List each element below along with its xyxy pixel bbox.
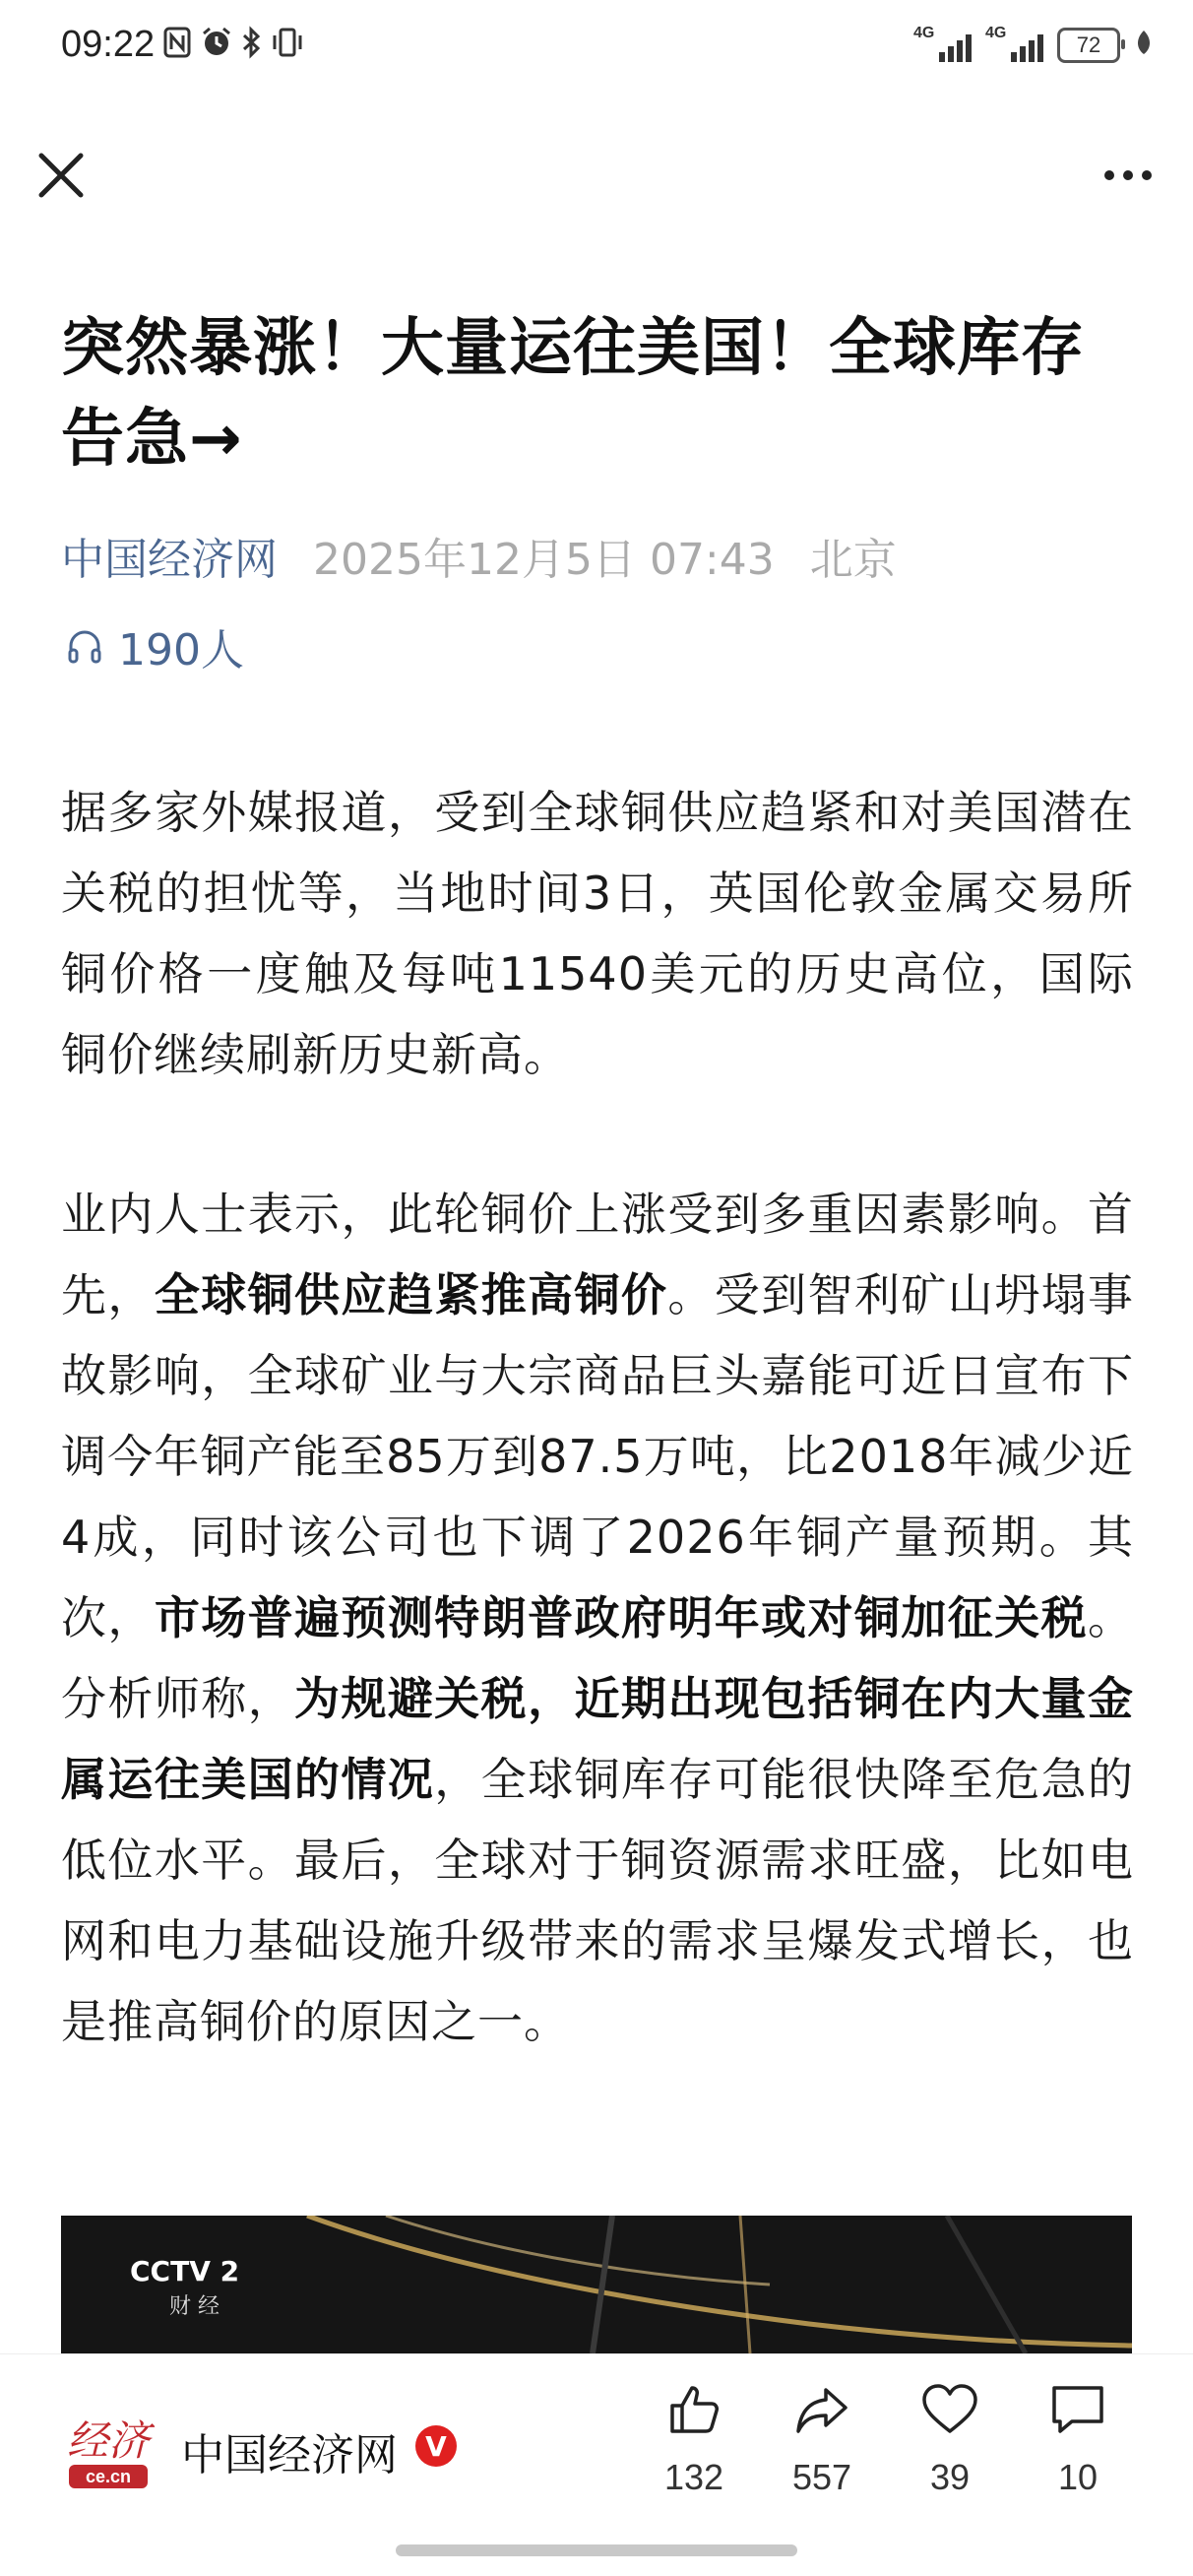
share-icon xyxy=(792,2380,851,2439)
article-title: 突然暴涨！大量运往美国！全球库存告急→ xyxy=(61,312,1085,476)
like-button[interactable] xyxy=(630,2380,758,2498)
bold-phrase: 全球铜供应趋紧推高铜价 xyxy=(154,1268,668,1321)
share-button[interactable] xyxy=(758,2380,886,2498)
share-count: 557 xyxy=(791,2457,852,2497)
home-indicator[interactable] xyxy=(396,2544,797,2556)
bold-phrase: 市场普遍预测特朗普政府明年或对铜加征关税 xyxy=(154,1591,1089,1644)
paragraph-1: 据多家外媒报道，受到全球铜供应趋紧和对美国潜在关税的担忧等，当地时间3日，英国伦敦金属交易所铜价格一度触及每吨11540美元的历史高位，国际铜价继续刷新历史新高。 xyxy=(61,786,1134,1081)
listen-button[interactable] xyxy=(65,614,244,677)
article-video[interactable] xyxy=(61,2216,1132,2353)
comment-count: 10 xyxy=(1057,2457,1099,2497)
author-avatar[interactable] xyxy=(61,2400,156,2494)
signal-icon: 4G xyxy=(913,29,972,62)
favorite-count: 39 xyxy=(929,2457,971,2497)
paragraph-2: 业内人士表示，此轮铜价上涨受到多重因素影响。首先，全球铜供应趋紧推高铜价。受到智利矿山坍塌事故影响，全球矿业与大宗商品巨头嘉能可近日宣布下调今年铜产能至85万到87.5万吨，比2018年减少近4成，同时该公司也下调了2026年铜产量预期。其次，市场普遍预测特朗普政府明年或对铜加征关税。分析师称，为规避关税，近期出现包括铜在内大量金属运往美国的情况，全球铜库存可能很快降至危急的低位水平。最后，全球对于铜资源需求旺盛，比如电网和电力基础设施升级带来的需求呈爆发式增长，也是推高铜价的原因之一。 xyxy=(61,1188,1135,2048)
comment-button[interactable] xyxy=(1014,2380,1142,2498)
heart-icon xyxy=(920,2380,979,2439)
like-count: 132 xyxy=(663,2457,724,2497)
close-button[interactable] xyxy=(30,144,93,207)
battery-icon: 72 xyxy=(1057,28,1120,63)
signal-icon-2: 4G xyxy=(985,29,1043,62)
status-right xyxy=(913,25,1154,63)
cctv-logo: CCTV 2 财 经 xyxy=(130,2255,240,2319)
status-time: 09:22 xyxy=(61,24,156,65)
logo-text: 经济 xyxy=(66,2416,151,2465)
source-link[interactable]: 中国经济网 xyxy=(61,535,278,585)
comment-icon xyxy=(1048,2380,1107,2439)
verified-badge: V xyxy=(415,2425,457,2467)
status-bar xyxy=(0,0,1193,98)
nfc-icon xyxy=(162,26,192,68)
publish-location: 北京 xyxy=(809,535,897,585)
leaf-icon xyxy=(1134,29,1154,63)
bottom-bar xyxy=(0,2353,1193,2522)
status-icons xyxy=(162,26,304,68)
favorite-button[interactable] xyxy=(886,2380,1014,2498)
thumbs-up-icon xyxy=(664,2380,723,2439)
article-meta xyxy=(61,524,897,587)
more-icon xyxy=(1104,170,1114,180)
action-bar xyxy=(630,2380,1142,2498)
headphones-icon xyxy=(65,626,104,666)
alarm-icon xyxy=(200,26,233,68)
close-icon xyxy=(30,144,93,207)
publish-date: 2025年12月5日 07:43 xyxy=(313,535,775,585)
bold-phrase: 为规避关税，近期出现包括铜在内大量金属运往美国的情况 xyxy=(61,1672,1135,1806)
logo-sub: ce.cn xyxy=(85,2467,132,2486)
bluetooth-icon xyxy=(241,26,263,68)
listener-count: 190人 xyxy=(118,625,244,676)
more-button[interactable] xyxy=(1089,148,1167,203)
vibrate-icon xyxy=(271,26,304,68)
author-name[interactable]: 中国经济网 xyxy=(181,2430,398,2480)
